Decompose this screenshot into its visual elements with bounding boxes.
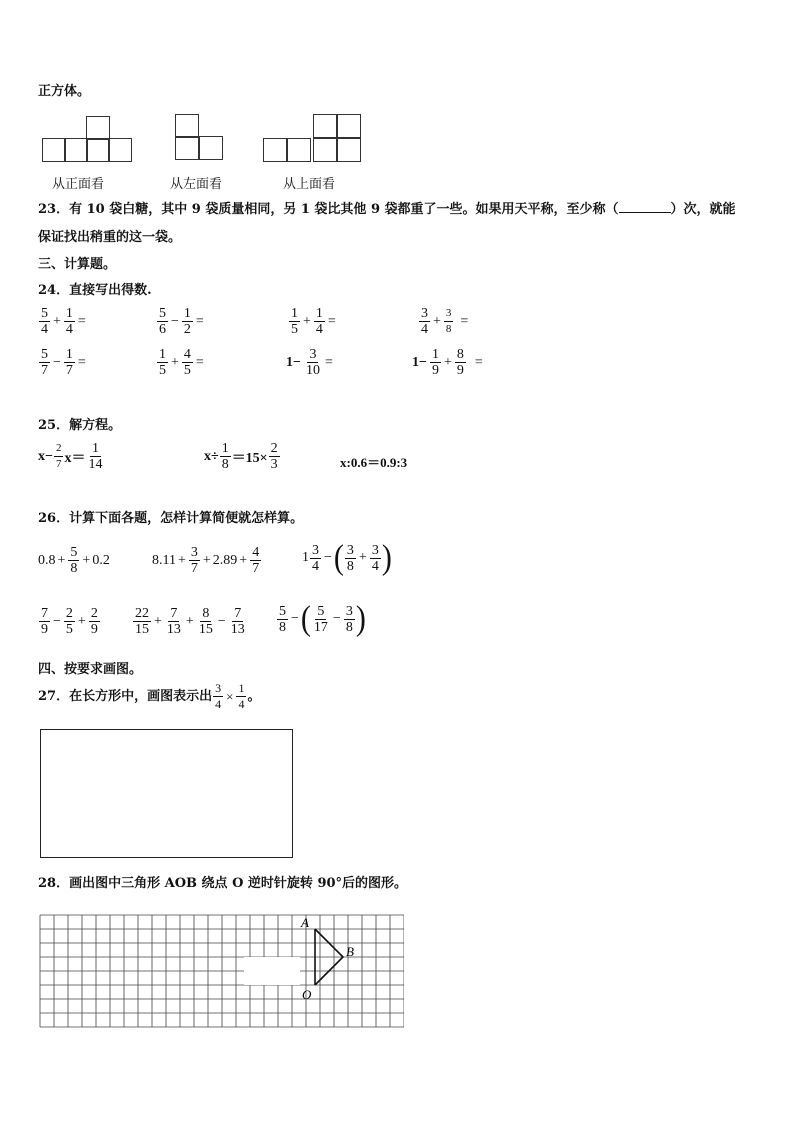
q28-grid-figure[interactable] xyxy=(38,910,404,1034)
q27-rectangle-drawing-area[interactable] xyxy=(40,729,293,858)
q25-equation-2: x÷ $\frac{1}{8}$ ＝15× $\frac{2}{3}$ xyxy=(204,441,278,472)
q23-line1 xyxy=(38,200,736,218)
label-a: A xyxy=(301,915,309,930)
q28-prompt: 28．画出图中三角形 AOB 绕点 O 逆时针旋转 90°后的图形。 xyxy=(38,876,408,891)
q26-expression-2: 8.11 + $\frac{3}{7}$ + 2.89 + $\frac{4}{7}$ xyxy=(152,545,260,576)
front-view-figure xyxy=(42,114,134,162)
label-b: B xyxy=(346,944,354,959)
q24-item-8: 1− $\frac{1}{9}$ + $\frac{8}{9}$ = xyxy=(412,347,483,378)
q25-title: 25．解方程。 xyxy=(38,418,122,433)
front-view-label: 从正面看 xyxy=(52,177,105,192)
q24-item-5: $\frac{5}{7}$ − $\frac{1}{7}$ = xyxy=(41,347,86,378)
q24-title: 24．直接写出得数. xyxy=(38,283,152,298)
label-o: O xyxy=(302,987,312,1002)
q23-text-b: ）次，就能 xyxy=(670,202,736,217)
q26-title: 26．计算下面各题，怎样计算简便就怎样算。 xyxy=(38,511,304,526)
grid-blank-area xyxy=(244,957,300,985)
q22-tail-text: 正方体。 xyxy=(38,84,91,99)
q27-prompt: 27．在长方形中，画图表示出 $\frac{3}{4}$ × $\frac{1}{4}$ 。 xyxy=(38,681,261,711)
q26-expression-6: $\frac{5}{8}$ − ( $\frac{5}{17}$ − $\frac{3}{8}$ ) xyxy=(279,599,366,638)
q24-item-4: $\frac{3}{4}$ + $\frac{3}{8}$ = xyxy=(421,306,469,337)
q24-item-2: $\frac{5}{6}$ − $\frac{1}{2}$ = xyxy=(159,306,204,337)
q23-line2: 保证找出稍重的这一袋。 xyxy=(38,230,182,245)
q23-answer-blank[interactable] xyxy=(619,200,671,213)
q25-equation-3: x:0.6＝0.9:3 xyxy=(340,455,408,470)
q23-text-a: 23．有 10 袋白糖，其中 9 袋质量相同，另 1 袋比其他 9 袋都重了一些。如果用天平称，至少称（ xyxy=(38,202,619,217)
q24-item-3: $\frac{1}{5}$ + $\frac{1}{4}$ = xyxy=(291,306,336,337)
q26-expression-3: 1 $\frac{3}{4}$ − ( $\frac{3}{8}$ + $\frac{3}{4}$ ) xyxy=(302,538,392,577)
section4-heading: 四、按要求画图。 xyxy=(38,662,143,677)
q24-item-1: $\frac{5}{4}$ + $\frac{1}{4}$ = xyxy=(41,306,86,337)
q24-item-7: 1− $\frac{3}{10}$ = xyxy=(286,347,333,378)
q26-expression-5: $\frac{22}{15}$ + $\frac{7}{13}$ + $\frac{8}{15}$ − $\frac{7}{13}$ xyxy=(135,606,245,637)
left-view-figure xyxy=(175,112,229,162)
section3-heading: 三、计算题。 xyxy=(38,257,117,272)
q24-item-6: $\frac{1}{5}$ + $\frac{4}{5}$ = xyxy=(159,347,204,378)
q26-expression-1: 0.8 + $\frac{5}{8}$ + 0.2 xyxy=(38,545,110,576)
q25-equation-1: x− $\frac{2}{7}$ x＝ $\frac{1}{14}$ xyxy=(38,441,103,472)
left-view-label: 从左面看 xyxy=(170,177,223,192)
q26-expression-4: $\frac{7}{9}$ − $\frac{2}{5}$ + $\frac{2}{9}$ xyxy=(41,606,98,637)
top-view-label: 从上面看 xyxy=(283,177,336,192)
top-view-figure xyxy=(263,114,363,162)
